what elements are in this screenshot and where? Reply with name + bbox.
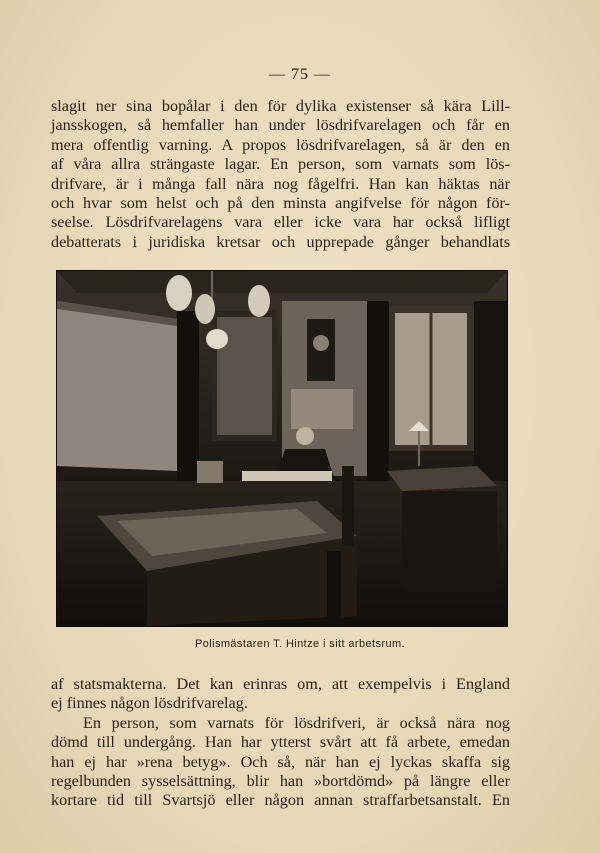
photo-caption: Polismästaren T. Hintze i sitt arbetsrum. (195, 638, 405, 650)
text-line: En person, som varnats för lösdrifveri, är också nära nog (83, 713, 510, 732)
text-line: af våra allra strängaste lagar. En person, som varnats som lös- (51, 155, 510, 174)
text-line: dömd till undergång. Han har ytterst svårt att få arbete, emedan (51, 733, 510, 752)
text-line: drifvare, är i många fall nära nog fågelfri. Han kan häktas när (51, 174, 510, 193)
paragraph-top (51, 97, 510, 252)
text-line: af statsmakterna. Det kan erinras om, att exempelvis i England (51, 675, 510, 693)
text-line: regelbunden sysselsättning, blir han »bortdömd» på längre eller (51, 772, 510, 791)
page-number: — 75 — (269, 66, 331, 83)
text-line: ej finnes någon lösdrifvarelag. (51, 694, 248, 713)
text-line: seelse. Lösdrifvarelagens vara eller icke vara har också lifligt (51, 213, 510, 232)
text-line: och hvar som helst och på den minsta angifvelse för någon för- (51, 194, 510, 213)
text-line: han ej har »rena betyg». Och så, när han ej lyckas skaffa sig (51, 752, 510, 771)
text-line: jansskogen, så hemfaller han under lösdrifvarelagen och får en (51, 116, 510, 135)
paragraph-bottom (51, 675, 510, 811)
office-photograph (56, 270, 508, 627)
text-line: debatterats i juridiska kretsar och upprepade gånger behandlats (51, 232, 510, 251)
photo-illustration (57, 271, 507, 626)
text-line: mera offentlig varning. A propos lösdrifvarelagen, så är den en (51, 135, 510, 154)
text-line: slagit ner sina bopålar i den för dylika existenser så kära Lill- (51, 97, 510, 115)
text-line: kortare tid till Svartsjö eller någon annan straffarbetsanstalt. En (51, 791, 510, 810)
